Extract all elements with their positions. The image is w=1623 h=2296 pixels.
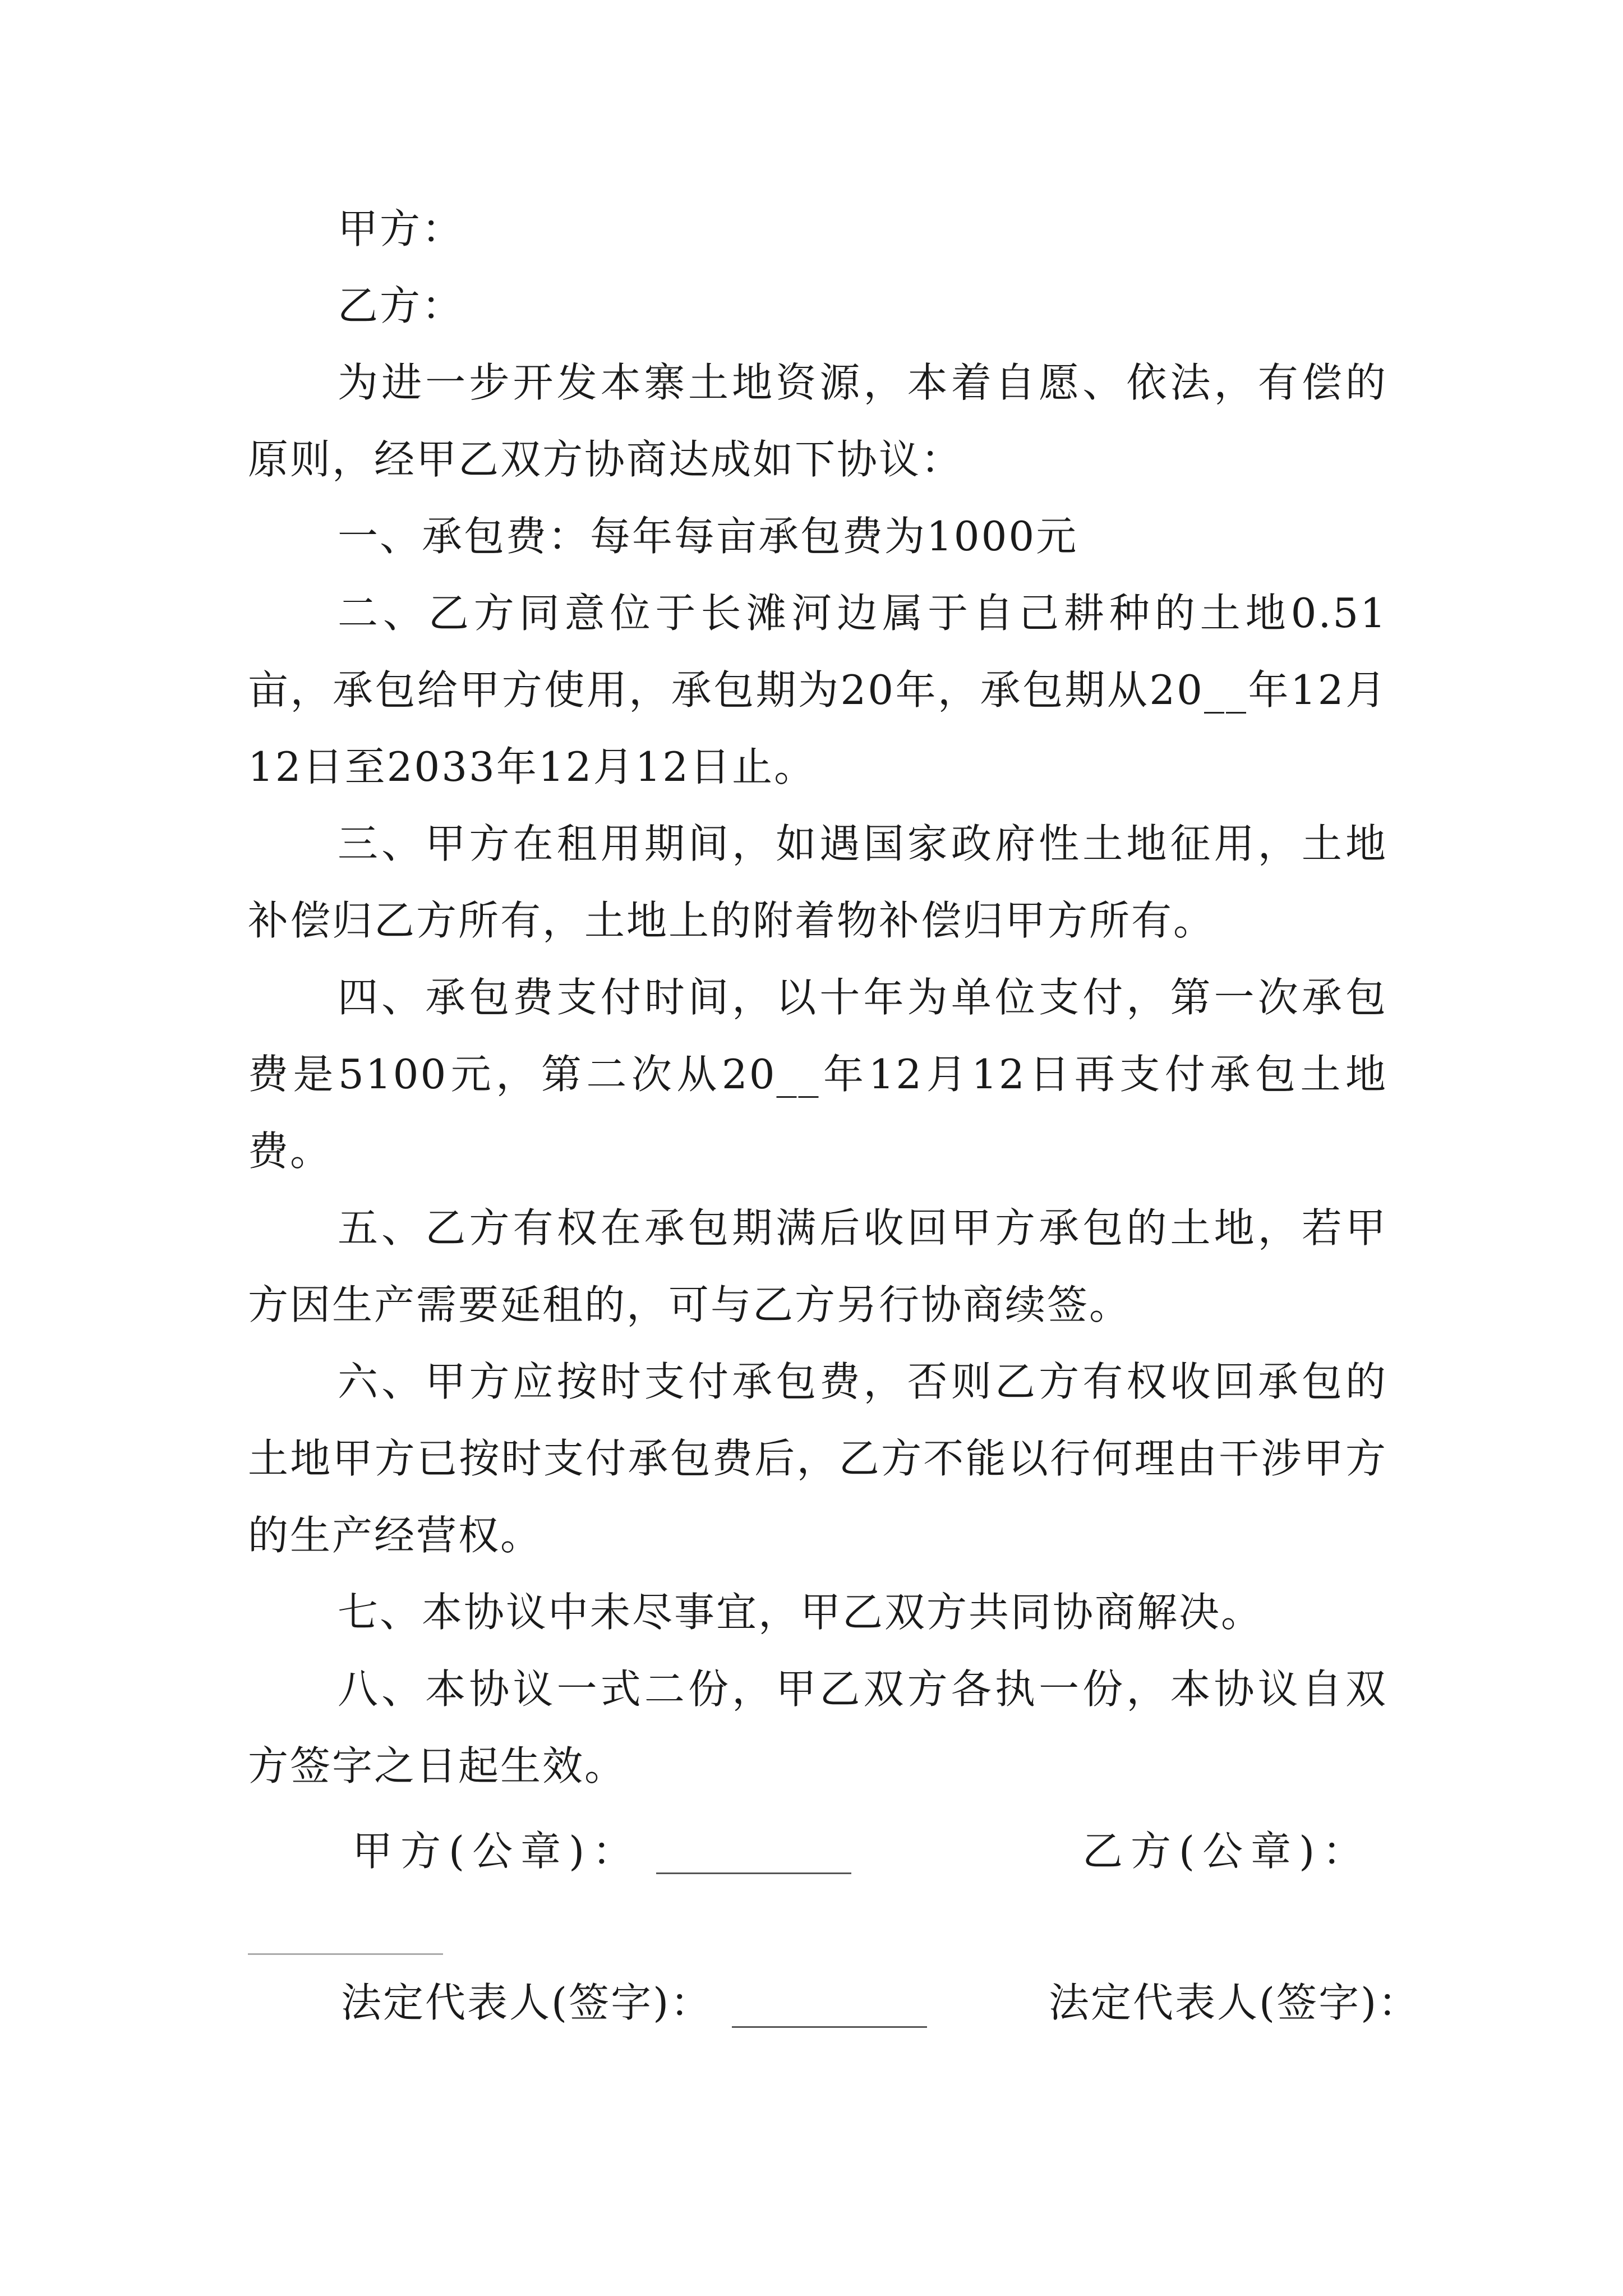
agreement-body	[248, 191, 1387, 1805]
clause-1: 一、承包费：每年每亩承包费为1000元	[338, 513, 1078, 560]
party-a-line: 甲方：	[338, 205, 464, 252]
clause-3: 三、甲方在租用期间，如遇国家政府性土地征用，土地补偿归乙方所有，土地上的附着物补偿归甲方所有。	[248, 820, 1387, 944]
preamble: 为进一步开发本寨土地资源，本着自愿、依法，有偿的原则，经甲乙双方协商达成如下协议：	[248, 359, 1387, 483]
party-b-seal-blank	[248, 1953, 443, 1955]
party-b-line: 乙方：	[338, 282, 464, 329]
clause-2: 二、乙方同意位于长滩河边属于自己耕种的土地0.51亩，承包给甲方使用，承包期为20年，承包期从20__年12月12日至2033年12月12日止。	[248, 590, 1387, 790]
party-a-rep-label: 法定代表人(签字)：	[341, 1979, 713, 2026]
clause-4: 四、承包费支付时间，以十年为单位支付，第一次承包费是5100元，第二次从20__年12月12日再支付承包土地费。	[248, 974, 1387, 1175]
clause-8: 八、本协议一式二份，甲乙双方各执一份，本协议自双方签字之日起生效。	[248, 1665, 1387, 1789]
clause-6: 六、甲方应按时支付承包费，否则乙方有权收回承包的土地甲方已按时支付承包费后，乙方不能以行何理由干涉甲方的生产经营权。	[248, 1358, 1387, 1559]
clause-5: 五、乙方有权在承包期满后收回甲方承包的土地，若甲方因生产需要延租的，可与乙方另行协商续签。	[248, 1204, 1387, 1328]
party-a-rep-blank	[732, 2026, 927, 2028]
party-a-seal-label: 甲方(公章)：	[352, 1828, 641, 1875]
party-a-seal-blank	[656, 1872, 851, 1874]
party-b-rep-label: 法定代表人(签字)：	[1049, 1979, 1421, 2026]
clause-7: 七、本协议中未尽事宜，甲乙双方共同协商解决。	[338, 1589, 1264, 1636]
party-b-seal-label: 乙方(公章)：	[1082, 1828, 1371, 1875]
